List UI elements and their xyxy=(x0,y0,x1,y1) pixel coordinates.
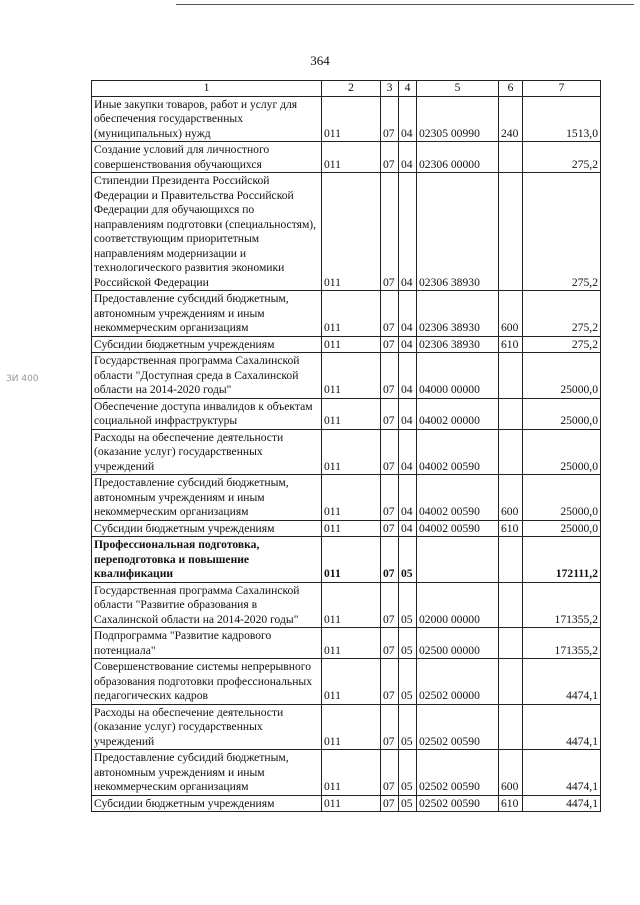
budget-table xyxy=(91,80,601,812)
section-code-cell: 07 xyxy=(381,795,399,812)
table-row xyxy=(92,537,601,583)
target-article-cell: 04002 00000 xyxy=(417,398,499,429)
subsection-code-cell: 04 xyxy=(399,96,417,142)
section-code-cell: 07 xyxy=(381,628,399,659)
row-name-cell: Государственная программа Сахалинской области "Доступная среда в Сахалинской области на 2014-2020 годы" xyxy=(92,353,322,399)
expense-type-cell: 600 xyxy=(499,750,523,796)
expense-type-cell xyxy=(499,142,523,173)
target-article-cell: 02500 00000 xyxy=(417,628,499,659)
section-code-cell: 07 xyxy=(381,96,399,142)
scan-mark: ЗИ 400 xyxy=(6,374,39,384)
subsection-code-cell: 04 xyxy=(399,398,417,429)
table-row xyxy=(92,398,601,429)
table-row xyxy=(92,475,601,521)
section-code-cell: 07 xyxy=(381,173,399,291)
header-col-5: 5 xyxy=(417,81,499,97)
amount-cell: 25000,0 xyxy=(523,520,601,537)
amount-cell: 25000,0 xyxy=(523,429,601,475)
amount-cell: 275,2 xyxy=(523,142,601,173)
target-article-cell: 02502 00590 xyxy=(417,704,499,750)
subsection-code-cell: 04 xyxy=(399,429,417,475)
table-row xyxy=(92,520,601,537)
amount-cell: 1513,0 xyxy=(523,96,601,142)
row-name-cell: Расходы на обеспечение деятельности (оказание услуг) государственных учреждений xyxy=(92,429,322,475)
subsection-code-cell: 04 xyxy=(399,475,417,521)
row-name-cell: Иные закупки товаров, работ и услуг для обеспечения государственных (муниципальных) нужд xyxy=(92,96,322,142)
amount-cell: 275,2 xyxy=(523,173,601,291)
target-article-cell: 02306 38930 xyxy=(417,173,499,291)
ministry-code-cell: 011 xyxy=(322,291,381,337)
expense-type-cell xyxy=(499,429,523,475)
row-name-cell: Государственная программа Сахалинской области "Развитие образования в Сахалинской области на 2014-2020 годы" xyxy=(92,582,322,628)
target-article-cell xyxy=(417,537,499,583)
table-row xyxy=(92,429,601,475)
header-col-1: 1 xyxy=(92,81,322,97)
expense-type-cell: 610 xyxy=(499,795,523,812)
row-name-cell: Субсидии бюджетным учреждениям xyxy=(92,795,322,812)
table-row xyxy=(92,628,601,659)
row-name-cell: Субсидии бюджетным учреждениям xyxy=(92,336,322,353)
target-article-cell: 02502 00590 xyxy=(417,795,499,812)
section-code-cell: 07 xyxy=(381,537,399,583)
section-code-cell: 07 xyxy=(381,336,399,353)
target-article-cell: 04000 00000 xyxy=(417,353,499,399)
amount-cell: 171355,2 xyxy=(523,582,601,628)
ministry-code-cell: 011 xyxy=(322,336,381,353)
section-code-cell: 07 xyxy=(381,582,399,628)
row-name-cell: Предоставление субсидий бюджетным, автономным учреждениям и иным некоммерческим организациям xyxy=(92,750,322,796)
subsection-code-cell: 04 xyxy=(399,336,417,353)
row-name-cell: Субсидии бюджетным учреждениям xyxy=(92,520,322,537)
table-row xyxy=(92,142,601,173)
section-code-cell: 07 xyxy=(381,353,399,399)
subsection-code-cell: 05 xyxy=(399,628,417,659)
ministry-code-cell: 011 xyxy=(322,353,381,399)
page-number: 364 xyxy=(310,53,330,68)
ministry-code-cell: 011 xyxy=(322,520,381,537)
ministry-code-cell: 011 xyxy=(322,475,381,521)
subsection-code-cell: 05 xyxy=(399,659,417,705)
expense-type-cell xyxy=(499,537,523,583)
expense-type-cell xyxy=(499,704,523,750)
subsection-code-cell: 04 xyxy=(399,291,417,337)
subsection-code-cell: 05 xyxy=(399,750,417,796)
table-row xyxy=(92,659,601,705)
top-rule xyxy=(176,4,634,5)
amount-cell: 275,2 xyxy=(523,336,601,353)
target-article-cell: 04002 00590 xyxy=(417,429,499,475)
expense-type-cell: 600 xyxy=(499,475,523,521)
amount-cell: 4474,1 xyxy=(523,659,601,705)
expense-type-cell: 610 xyxy=(499,336,523,353)
row-name-cell: Стипендии Президента Российской Федерации и Правительства Российской Федерации для обучающихся по направлениям подготовки (специальностям), соответствующим приоритетным направлениям модернизации и технологического развития экономики Российской Федерации xyxy=(92,173,322,291)
row-name-cell: Создание условий для личностного совершенствования обучающихся xyxy=(92,142,322,173)
expense-type-cell xyxy=(499,628,523,659)
target-article-cell: 02502 00590 xyxy=(417,750,499,796)
ministry-code-cell: 011 xyxy=(322,429,381,475)
subsection-code-cell: 04 xyxy=(399,142,417,173)
target-article-cell: 02502 00000 xyxy=(417,659,499,705)
section-code-cell: 07 xyxy=(381,291,399,337)
row-name-cell: Профессиональная подготовка, переподготовка и повышение квалификации xyxy=(92,537,322,583)
subsection-code-cell: 05 xyxy=(399,704,417,750)
section-code-cell: 07 xyxy=(381,659,399,705)
table-row xyxy=(92,582,601,628)
subsection-code-cell: 05 xyxy=(399,582,417,628)
ministry-code-cell: 011 xyxy=(322,628,381,659)
section-code-cell: 07 xyxy=(381,142,399,173)
expense-type-cell xyxy=(499,173,523,291)
table-row xyxy=(92,704,601,750)
row-name-cell: Обеспечение доступа инвалидов к объектам социальной инфраструктуры xyxy=(92,398,322,429)
amount-cell: 25000,0 xyxy=(523,398,601,429)
ministry-code-cell: 011 xyxy=(322,96,381,142)
target-article-cell: 02000 00000 xyxy=(417,582,499,628)
table-row xyxy=(92,291,601,337)
ministry-code-cell: 011 xyxy=(322,659,381,705)
header-col-2: 2 xyxy=(322,81,381,97)
expense-type-cell xyxy=(499,353,523,399)
target-article-cell: 04002 00590 xyxy=(417,475,499,521)
ministry-code-cell: 011 xyxy=(322,750,381,796)
section-code-cell: 07 xyxy=(381,475,399,521)
target-article-cell: 02305 00990 xyxy=(417,96,499,142)
amount-cell: 4474,1 xyxy=(523,704,601,750)
ministry-code-cell: 011 xyxy=(322,398,381,429)
ministry-code-cell: 011 xyxy=(322,173,381,291)
amount-cell: 4474,1 xyxy=(523,750,601,796)
section-code-cell: 07 xyxy=(381,429,399,475)
table-row xyxy=(92,750,601,796)
expense-type-cell xyxy=(499,659,523,705)
expense-type-cell: 600 xyxy=(499,291,523,337)
subsection-code-cell: 04 xyxy=(399,353,417,399)
header-row xyxy=(92,81,601,97)
row-name-cell: Совершенствование системы непрерывного образования подготовки профессиональных педагогических кадров xyxy=(92,659,322,705)
header-col-6: 6 xyxy=(499,81,523,97)
subsection-code-cell: 04 xyxy=(399,520,417,537)
row-name-cell: Расходы на обеспечение деятельности (оказание услуг) государственных учреждений xyxy=(92,704,322,750)
row-name-cell: Подпрограмма "Развитие кадрового потенциала" xyxy=(92,628,322,659)
subsection-code-cell: 05 xyxy=(399,537,417,583)
table-row xyxy=(92,336,601,353)
row-name-cell: Предоставление субсидий бюджетным, автономным учреждениям и иным некоммерческим организациям xyxy=(92,475,322,521)
ministry-code-cell: 011 xyxy=(322,582,381,628)
subsection-code-cell: 05 xyxy=(399,795,417,812)
section-code-cell: 07 xyxy=(381,520,399,537)
section-code-cell: 07 xyxy=(381,750,399,796)
expense-type-cell xyxy=(499,582,523,628)
amount-cell: 25000,0 xyxy=(523,475,601,521)
expense-type-cell: 240 xyxy=(499,96,523,142)
table-row xyxy=(92,96,601,142)
amount-cell: 171355,2 xyxy=(523,628,601,659)
ministry-code-cell: 011 xyxy=(322,704,381,750)
target-article-cell: 02306 38930 xyxy=(417,291,499,337)
section-code-cell: 07 xyxy=(381,704,399,750)
header-col-4: 4 xyxy=(399,81,417,97)
table-row xyxy=(92,353,601,399)
ministry-code-cell: 011 xyxy=(322,795,381,812)
target-article-cell: 04002 00590 xyxy=(417,520,499,537)
amount-cell: 172111,2 xyxy=(523,537,601,583)
row-name-cell: Предоставление субсидий бюджетным, автономным учреждениям и иным некоммерческим организациям xyxy=(92,291,322,337)
subsection-code-cell: 04 xyxy=(399,173,417,291)
expense-type-cell xyxy=(499,398,523,429)
target-article-cell: 02306 38930 xyxy=(417,336,499,353)
expense-type-cell: 610 xyxy=(499,520,523,537)
header-col-7: 7 xyxy=(523,81,601,97)
ministry-code-cell: 011 xyxy=(322,142,381,173)
header-col-3: 3 xyxy=(381,81,399,97)
amount-cell: 25000,0 xyxy=(523,353,601,399)
section-code-cell: 07 xyxy=(381,398,399,429)
ministry-code-cell: 011 xyxy=(322,537,381,583)
table-row xyxy=(92,795,601,812)
amount-cell: 275,2 xyxy=(523,291,601,337)
table-row xyxy=(92,173,601,291)
target-article-cell: 02306 00000 xyxy=(417,142,499,173)
amount-cell: 4474,1 xyxy=(523,795,601,812)
